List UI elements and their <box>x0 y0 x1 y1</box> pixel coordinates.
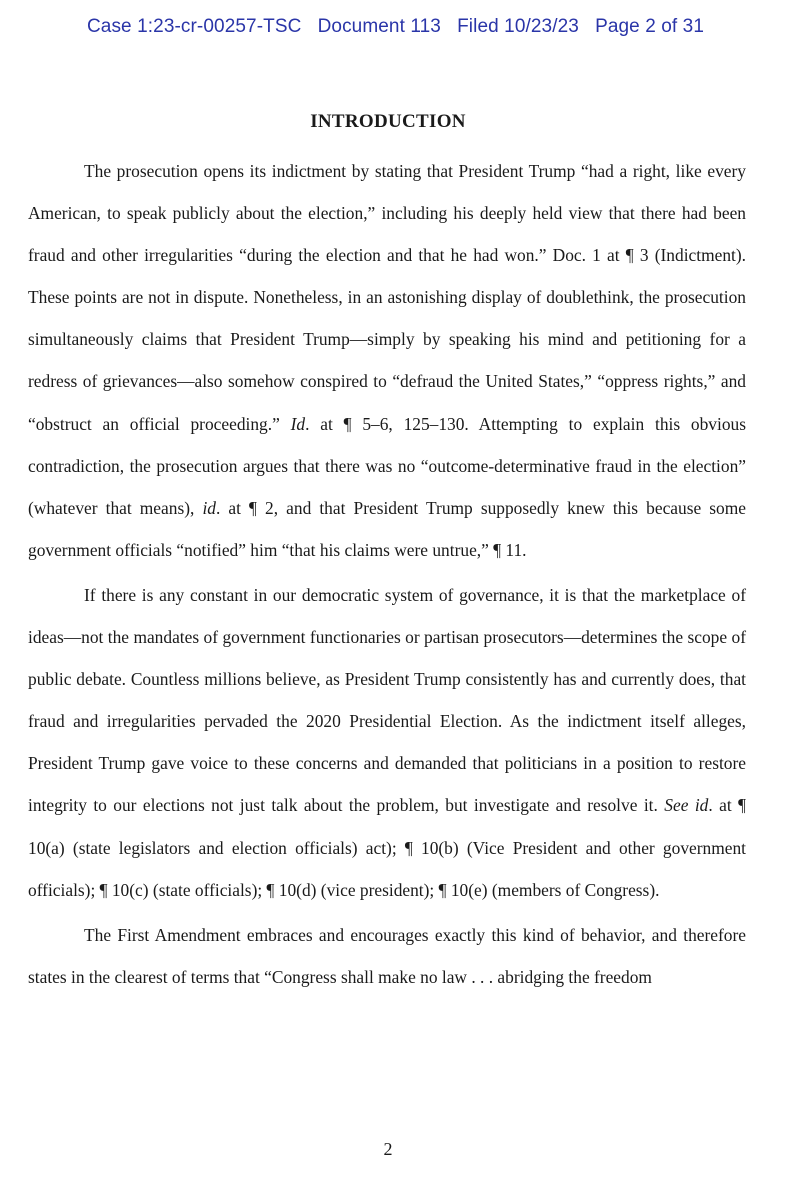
paragraph-1 <box>28 150 746 571</box>
case-number: Case 1:23-cr-00257-TSC <box>86 16 302 37</box>
document-number: Document 113 <box>317 16 441 37</box>
page-number: 2 <box>383 1139 393 1159</box>
text-run: If there is any constant in our democratic system of governance, it is that the marketplace of ideas—not the mandates of government functionaries or partisan prosecutors—determines the scope of public debate. Countless millions believe, as President Trump consistently has and currently does, that fraud and irregularities pervaded the 2020 Presidential Election. As the indictment itself alleges, President Trump gave voice to these concerns and demanded that politicians in a position to restore integrity to our elections not just talk about the problem, but investigate and resolve it. <box>28 584 746 816</box>
text-run: . at ¶ 2, and that President Trump supposedly knew this because some government officials “notified” him “that his claims were untrue,” ¶ 11. <box>28 497 746 560</box>
paragraph-2 <box>28 574 746 911</box>
filed-date: Filed 10/23/23 <box>457 16 579 37</box>
text-run: The First Amendment embraces and encourages exactly this kind of behavior, and therefore states in the clearest of terms that “Congress shall make no law . . . abridging the freedom <box>28 924 746 987</box>
text-run: . at ¶ 5–6, 125–130. Attempting to explain this obvious contradiction, the prosecution argues that there was no “outcome-determinative fraud in the election” (whatever that means), <box>28 413 746 518</box>
paragraph-3 <box>28 914 746 998</box>
text-run: The prosecution opens its indictment by stating that President Trump “had a right, like every American, to speak publicly about the election,” including his deeply held view that there had been fraud and other irregularities “during the election and that he had won.” Doc. 1 at ¶ 3 (Indictment). These points are not in dispute. Nonetheless, in an astonishing display of doublethink, the prosecution simultaneously claims that President Trump—simply by speaking his mind and petitioning for a redress of grievances—also somehow conspired to “defraud the United States,” “oppress rights,” and “obstruct an official proceeding.” <box>28 161 746 434</box>
italic-citation: Id <box>290 413 306 434</box>
text-run: . at ¶ 10(a) (state legislators and election officials) act); ¶ 10(b) (Vice President and other government officials); ¶ 10(c) (state officials); ¶ 10(d) (vice president); ¶ 10(e) (members of Congress). <box>28 795 746 900</box>
ecf-filing-header <box>0 16 791 38</box>
document-body <box>28 150 746 1001</box>
page-indicator: Page 2 of 31 <box>595 16 705 37</box>
italic-citation: See id <box>664 795 709 816</box>
section-heading: INTRODUCTION <box>310 111 466 132</box>
italic-citation: id <box>202 497 216 518</box>
